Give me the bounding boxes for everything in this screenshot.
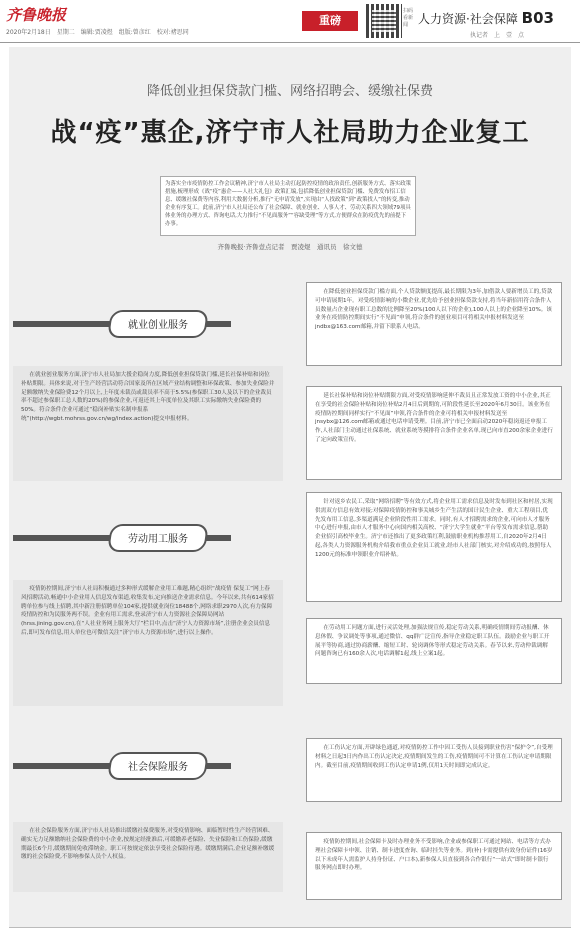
section-label: 劳动用工服务 [128, 534, 188, 545]
dateline: 2020年2月18日 星期二 编辑:贾凌煜 组版:曾彦红 校对:褚思同 [6, 29, 189, 36]
article-kicker: 降低创业担保贷款门槛、网络招聘会、缓缴社保费 [146, 84, 433, 99]
footer-rule [9, 927, 571, 928]
employment-right-text-2: 延长社保补贴和岗位补贴期限方面,对受疫情影响延伸不裁员且正常发放工资的中小企业,其正在享受的社会保险补贴和岗位补贴2月4日后到期的,可阶段性延长至2020年6月30日。该业务在疫情防控期间同样实行“不见面”申领,符合条件的企业可将相关申报材料发送至jnsybx@126.com邮箱或通过电话申请受理。目前,济宁市已全面启动2020年稳岗返还申报工作,人社部门主动通过社保系统、就业系统等摸排符合条件企业名单,现已向市直200余家企业进行了定向政策宣传。 [306, 386, 562, 480]
editors-line: 执记者 上 壹 点 [470, 32, 525, 39]
section-title [418, 9, 554, 27]
article-title: 战“疫”惠企,济宁市人社局助力企业复工 [50, 118, 530, 148]
qr-code-icon[interactable] [366, 4, 402, 38]
feature-tag: 重磅 [302, 11, 358, 31]
article-intro: 为落实全市疫情防控工作会议精神,济宁市人社局主动扛起防控疫情的政治责任,创新服务方式、落实政策措施,梳理形成《战“疫”惠企——人社大礼包》政策汇编,包括降低创业担保贷款门槛、免费发布招工信息、缓缴社保费等内容,利用大数据分析,推行“无申请发放”,实现由“人找政策”到“政策找人”的转变,推动企业有序复工。此前,济宁市人社局还公布了社会保障、就业创业、人事人才、劳动关系四大领域79项具体业务的办理方式、咨询电话,大力推行“不见面服务”“容缺受理”等方式,方便群众在防疫优先的前提下办事。 [160, 176, 416, 236]
section-header-insurance [13, 742, 231, 792]
employment-left-text: 在就业创业服务方面,济宁市人社局加大援企稳岗力度,降低创业担保贷款门槛,延长社保补贴和岗位补贴期限。具体来说,对于生产经营活动符合国家及所在区域产业结构调整和环保政策、参加失业保险并足额缴纳失业保险费12个月以上,上年度未裁员或裁员率不高于5.5%(参保职工30人及以下的企业裁员率不超过参保职工总人数的20%)的参保企业,可返还其上年度单位及其职工实际缴纳失业保险费的50%。符合条件企业可通过“稳岗补贴实名制申报系统”(http://wgbt.mohrss.gov.cn/wg/index.action)提交申报材料。 [13, 366, 283, 481]
newspaper-logo: 齐鲁晚报 [6, 6, 67, 24]
labor-right-text-2: 在劳动用工问题方面,进行灵活处理,加强法规宣传,稳定劳动关系,明确疫情期间劳动报酬、休息休假、争议调处等事项,通过微信、qq群广泛宣传,指导企业稳定职工队伍。鼓励企业与职工开展平等协商,通过协商薪酬、缩短工时、轮岗调休等形式稳定劳动关系。春节以来,劳动仲裁调解问题咨询已有160余人次,电话调解1起,线上立案1起。 [306, 618, 562, 684]
employment-right-text-1: 在降低创业担保贷款门槛方面,个人贷款额度提高,最长期限为3年,加借款人要新增员工的,贷款可申请展期1年。对受疫情影响的小微企业,优先给予创业担保贷款支持,将当年新招用符合条件人员数量占企业现有职工总数的比例降至20%(100人以下的企业),100人以上的企业降至10%。该业务在疫情防控期间实行“不见面”申领,符合条件的创业项目可将相关申报材料发送至jndbx@163.com邮箱,并留下联系人电话。 [306, 282, 562, 366]
section-label: 社会保险服务 [128, 762, 188, 773]
insurance-left-text: 在社会保险服务方面,济宁市人社局推出缓缴社保费服务,对受疫情影响、面临暂时性生产经营困难、确实无力足额缴纳社会保险费的中小企业,按规定经批准后,可缓缴养老保险、失业保险和工伤保险,缓缴期最长6个月,缓缴期间免收滞纳金。职工可按规定依法享受社会保险待遇。缓缴期满后,企业足额补缴缓缴的社会保险费,不影响参保人员个人权益。 [13, 822, 283, 892]
article-byline: 齐鲁晚报·齐鲁壹点记者 贾凌煜 通讯员 徐文德 [217, 243, 363, 251]
section-pill [109, 300, 209, 348]
insurance-right-text-2: 疫情防控期间,社会保障卡及时办理业务不受影响,企业或参保职工可通过网站、电话等方式办理社会保障卡申领、注销、制卡进度查询、临时挂失等业务。到(补)卡需提供有效身份证件(16岁以下未成年人需监护人持身份证、户口本),新参保人员直接到各合作银行“一站式”即时制卡银行服务网点即时办理。 [306, 832, 562, 900]
labor-left-text: 疫情防控期间,济宁市人社局积极通过多种形式缓解企业用工难题,精心组织“战疫情 保复工”网上春风招聘活动,畅通中小企业用人信息发布渠道,收集发布,定向推送企业需求信息。今年以来,共有614家招聘单位参与线上招聘,其中新注册招聘单位104家,提供就业岗位18488个,网络求职2970人次,有力保障疫情防控和为民服务两不误。企业有用工需求,登录济宁市人力资源社会保障局网站(hrss.jining.gov.cn),在“人社业务网上服务大厅”栏目中,点击“济宁人力资源市场”,注册企业会员信息后,即可发布信息,用人单位也可微信关注“济宁市人力资源市场”,进行以上操作。 [13, 580, 283, 706]
section-header-labor [13, 514, 231, 564]
page-header [0, 0, 580, 43]
section-pill [109, 742, 209, 790]
labor-right-text-1: 针对返乡农民工,采取“网络招聘”等有效方式,将企业用工需求信息及时发布到社区和村居,实现供需双方信息有效对接;对保障疫情防控和事关城乡生产生活的国计民生企业、重大工程项目,优先发布用工信息,多渠道满足企业阶段性用工需求。同时,有人才招聘需求的企业,可向市人才服务中心进行申报,由市人才服务中心向国内相关高校、“济宁大学生就业”平台等发布需求信息,帮助企业招引高校毕业生。济宁市还推出了更多政策红利,鼓励职业机构推荐用工,自2020年2月4日起,各类人力资源服务机构介绍我市重点企业员工就业,经市人社部门核实,对介绍成功的,按照每人1200元的标准申领职业介绍补贴。 [306, 492, 562, 602]
section-pill [109, 514, 209, 562]
insurance-right-text-1: 在工伤认定方面,开辟绿色通道,对疫情防控工作中因工受伤人员接到职业伤害“保护令”,自受理材料之日起3日内作出工伤认定决定,疫情期间发生的工伤,疫情期间可不计算在工伤认定申请期限内。截至目前,疫情期间收到工伤认定申请1例,仅用1天时间即完成认定。 [306, 738, 562, 802]
section-label: 就业创业服务 [128, 320, 188, 331]
qr-label: 扫码看新闻 [403, 8, 414, 28]
section-header-employment [13, 300, 231, 350]
page-number: B03 [521, 9, 554, 27]
section-name: 人力资源·社会保障 [418, 12, 518, 26]
